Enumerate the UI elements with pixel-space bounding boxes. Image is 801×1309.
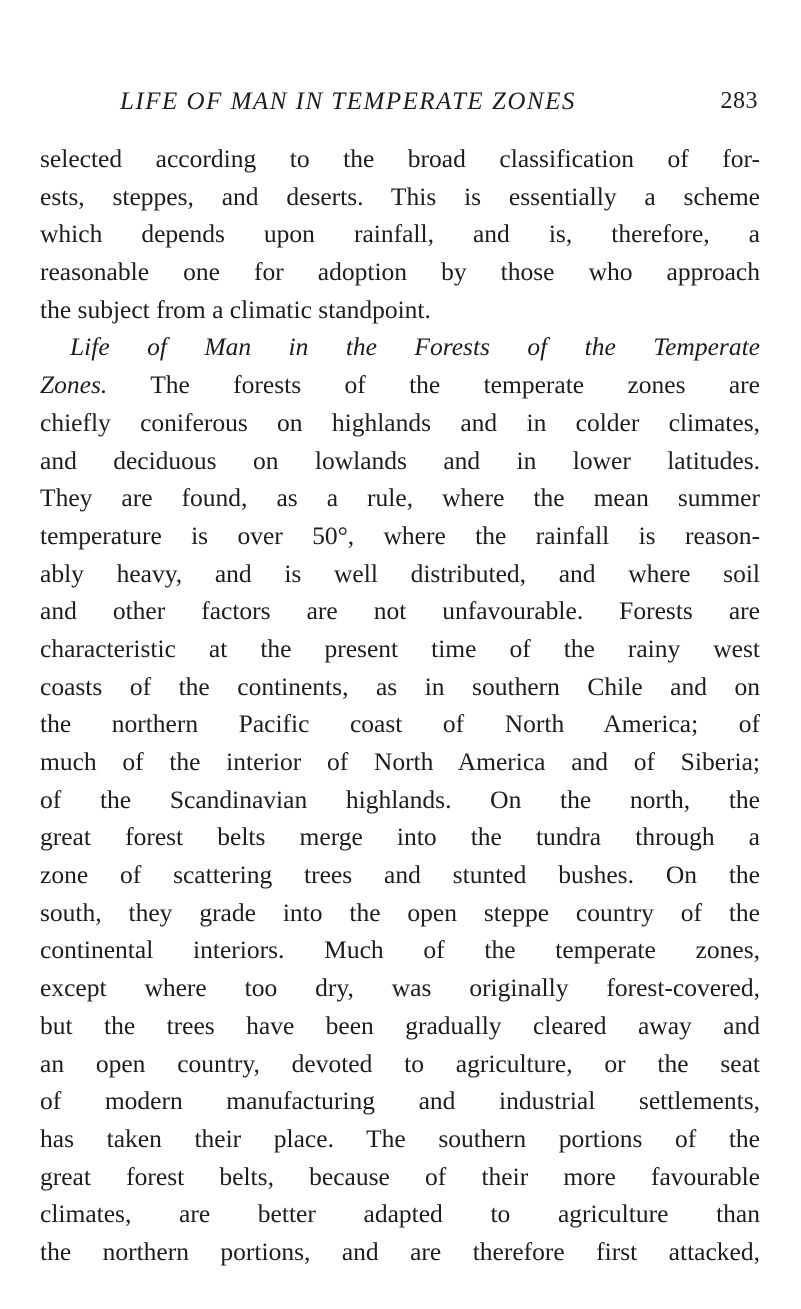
text-line: They are found, as a rule, where the mean summer — [40, 483, 760, 513]
text-line: of the Scandinavian highlands. On the north, the — [40, 784, 760, 814]
text-line: and other factors are not unfavourable. Forests are — [40, 596, 760, 626]
text-line: of modern manufacturing and industrial settlements, — [40, 1086, 760, 1116]
text-line: continental interiors. Much of the temperate zones, — [40, 935, 760, 965]
text-line: coasts of the continents, as in southern Chile and on — [40, 671, 760, 701]
text-line: except where too dry, was originally forest-covered, — [40, 973, 760, 1003]
text-line: but the trees have been gradually cleared away and — [40, 1010, 760, 1040]
section-heading-end: Zones. — [40, 370, 108, 400]
text-line — [40, 366, 760, 404]
text-line: much of the interior of North America and of Siberia; — [40, 747, 760, 776]
text-line: the subject from a climatic standpoint. — [40, 294, 431, 324]
body-text — [40, 140, 760, 1271]
text-line: south, they grade into the open steppe country of the — [40, 897, 760, 927]
text-line: climates, are better adapted to agriculture than — [40, 1199, 760, 1229]
text-line: ably heavy, and is well distributed, and where soil — [40, 558, 760, 588]
text-line: selected according to the broad classification of for- — [40, 144, 760, 173]
text-line: great forest belts merge into the tundra through a — [40, 822, 760, 852]
text-line-rest: The forests of the temperate zones are — [107, 370, 760, 400]
page-header — [120, 88, 758, 128]
page-number: 283 — [720, 88, 758, 114]
text-line: has taken their place. The southern portions of the — [40, 1123, 760, 1153]
section-heading: Life of Man in the Forests of the Temperate — [70, 332, 760, 362]
text-line: great forest belts, because of their more favourable — [40, 1161, 760, 1191]
text-line: the northern portions, and are therefore first attacked, — [40, 1236, 760, 1266]
text-line: chiefly coniferous on highlands and in colder climates, — [40, 407, 760, 437]
text-line: zone of scattering trees and stunted bushes. On the — [40, 860, 760, 890]
text-line: and deciduous on lowlands and in lower latitudes. — [40, 445, 760, 475]
text-line: an open country, devoted to agriculture, or the seat — [40, 1048, 760, 1078]
text-line: the northern Pacific coast of North America; of — [40, 709, 760, 739]
text-line: temperature is over 50°, where the rainfall is reason- — [40, 520, 760, 550]
text-line: which depends upon rainfall, and is, therefore, a — [40, 219, 760, 249]
running-title: LIFE OF MAN IN TEMPERATE ZONES — [120, 88, 576, 115]
text-line: reasonable one for adoption by those who approach — [40, 257, 760, 287]
text-line: characteristic at the present time of the rainy west — [40, 633, 760, 663]
text-line: ests, steppes, and deserts. This is essentially a scheme — [40, 181, 760, 211]
